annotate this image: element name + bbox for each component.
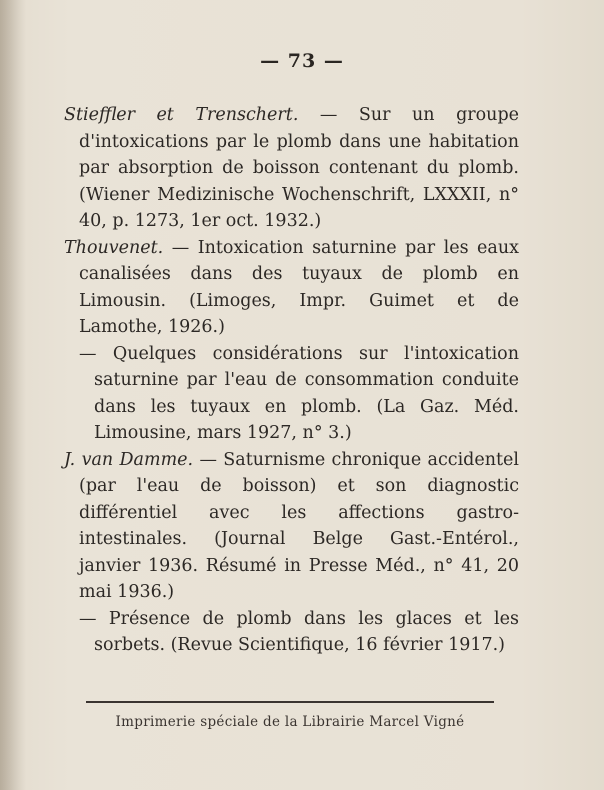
- bibliography-entry-continued: [64, 341, 519, 447]
- bibliography-entry: [64, 235, 519, 341]
- entry-text: — Présence de plomb dans les glaces et les sorbets. (Revue Scientifique, 16 février 1917.): [79, 608, 519, 655]
- bibliography-entry: [64, 447, 519, 606]
- entry-author: Thouvenet.: [64, 237, 164, 258]
- spine-shadow: [0, 0, 26, 790]
- page-number: — 73 —: [260, 50, 344, 72]
- bibliography-entry-continued: [64, 606, 519, 659]
- printer-imprint: Imprimerie spéciale de la Librairie Marcel Vigné: [115, 714, 465, 730]
- bibliography-entries: [64, 102, 519, 659]
- entry-text: — Intoxication saturnine par les eaux canalisées dans des tuyaux de plomb en Limousin. (Limoges, Impr. Guimet et de Lamothe, 1926.): [79, 237, 519, 337]
- bibliography-entry: [64, 102, 519, 235]
- entry-text: — Quelques considérations sur l'intoxication saturnine par l'eau de consommation conduite dans les tuyaux en plomb. (La Gaz. Méd. Limousine, mars 1927, n° 3.): [79, 343, 519, 443]
- entry-author: J. van Damme.: [64, 449, 194, 470]
- footer-rule: [86, 701, 494, 703]
- entry-author: Stieffler et Trenschert.: [64, 105, 299, 125]
- entry-text: — Sur un groupe d'intoxications par le plomb dans une habitation par absorption de boisson contenant du plomb. (Wiener Medizinische Wochenschrift, LXXXII, n° 40, p. 1273, 1er oct. 1932.): [79, 105, 520, 231]
- entry-text: — Saturnisme chronique accidentel (par l'eau de boisson) et son diagnostic différentiel avec les affections gastro-intestinales. (Journal Belge Gast.-Entérol., janvier 1936. Résumé in Presse Méd., n° 41, 20 mai 1936.): [79, 449, 519, 602]
